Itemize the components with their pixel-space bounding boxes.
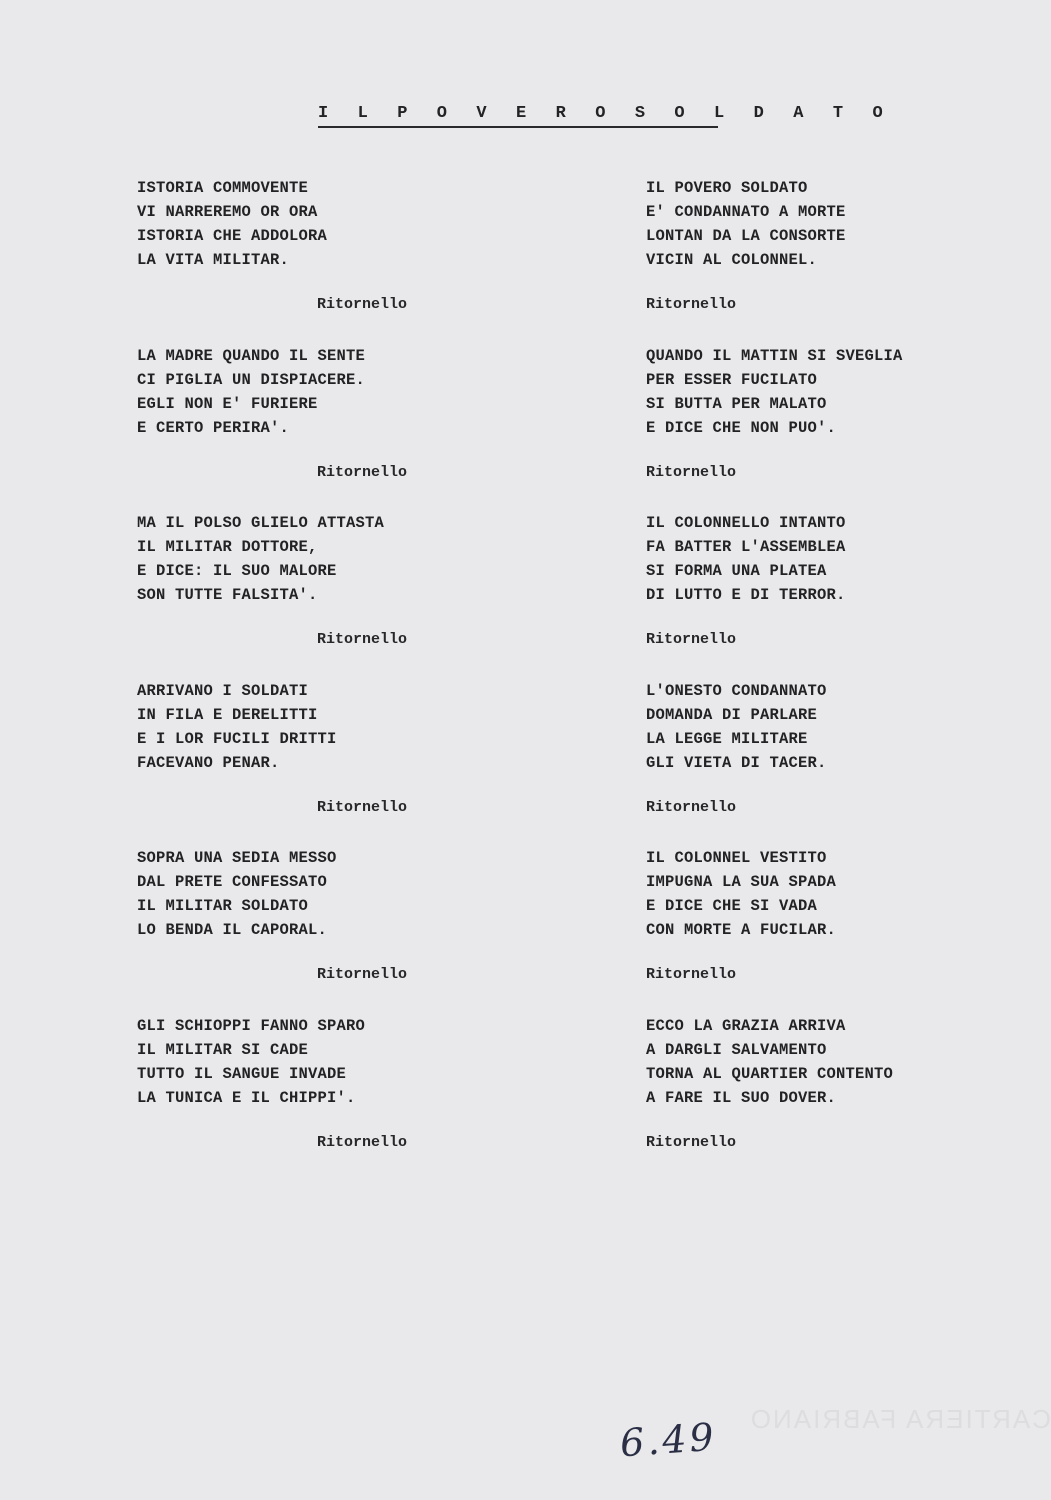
verse-line: QUANDO IL MATTIN SI SVEGLIA [646, 346, 903, 365]
verse-line: DAL PRETE CONFESSATO [137, 873, 328, 891]
verse-line: GLI SCHIOPPI FANNO SPARO [137, 1016, 366, 1035]
refrain-label: Ritornello [317, 463, 408, 481]
verse-line: FACEVANO PENAR. [137, 753, 280, 772]
verse-line: E I LOR FUCILI DRITTI [137, 729, 337, 748]
verse-line: IL MILITAR SOLDATO [137, 897, 309, 915]
verse-line: TUTTO IL SANGUE INVADE [137, 1064, 347, 1083]
refrain-label: Ritornello [646, 296, 737, 313]
verse-line: SOPRA UNA SEDIA MESSO [137, 849, 337, 867]
verse-line: E DICE CHE SI VADA [646, 897, 818, 915]
stanza [646, 176, 903, 344]
stanza [137, 511, 408, 679]
verse-line: ISTORIA CHE ADDOLORA [137, 227, 328, 245]
refrain-label: Ritornello [646, 1133, 737, 1151]
verse-line: LO BENDA IL CAPORAL. [137, 921, 328, 939]
verse-line: VICIN AL COLONNEL. [646, 251, 818, 269]
refrain-label: Ritornello [646, 631, 737, 648]
stanza [646, 1014, 903, 1182]
verse-line: ARRIVANO I SOLDATI [137, 681, 309, 700]
left-column [137, 176, 408, 1181]
refrain-label: Ritornello [646, 798, 737, 816]
stanza [137, 679, 408, 847]
verse-line: VI NARREREMO OR ORA [137, 203, 318, 221]
verse-line: IL MILITAR SI CADE [137, 1040, 309, 1059]
verse-line: IN FILA E DERELITTI [137, 705, 318, 724]
verse-line: IL POVERO SOLDATO [646, 179, 808, 197]
verse-line: MA IL POLSO GLIELO ATTASTA [137, 514, 385, 532]
right-column [646, 176, 903, 1181]
watermark-text: CARTIERA FABRIANO [748, 1404, 1051, 1434]
stanza [137, 176, 408, 344]
verse-line: ISTORIA COMMOVENTE [137, 179, 309, 197]
verse-line: DI LUTTO E DI TERROR. [646, 586, 846, 604]
verse-line: LA TUNICA E IL CHIPPI'. [137, 1088, 356, 1107]
verse-line: CI PIGLIA UN DISPIACERE. [137, 370, 366, 389]
refrain-label: Ritornello [317, 798, 408, 816]
verse-line: PER ESSER FUCILATO [646, 370, 818, 389]
verse-line: SI FORMA UNA PLATEA [646, 562, 827, 580]
refrain-label: Ritornello [317, 1133, 408, 1151]
verse-line: TORNA AL QUARTIER CONTENTO [646, 1064, 894, 1083]
verse-line: IL MILITAR DOTTORE, [137, 538, 318, 556]
verse-line: CON MORTE A FUCILAR. [646, 921, 837, 939]
verse-line: IL COLONNELLO INTANTO [646, 514, 846, 532]
paper-watermark [0, 1404, 1051, 1435]
verse-line: IL COLONNEL VESTITO [646, 849, 827, 867]
verse-line: E' CONDANNATO A MORTE [646, 203, 846, 221]
verse-line: E DICE: IL SUO MALORE [137, 562, 337, 580]
verse-line: ECCO LA GRAZIA ARRIVA [646, 1016, 846, 1035]
verse-line: SON TUTTE FALSITA'. [137, 586, 318, 604]
stanza [137, 846, 408, 1014]
stanza [646, 511, 903, 679]
verse-line: SI BUTTA PER MALATO [646, 394, 827, 413]
handwritten-page-note: 6.49 [618, 1414, 719, 1466]
page-title: I L P O V E R O S O L D A T O [318, 104, 893, 123]
verse-line: LONTAN DA LA CONSORTE [646, 227, 846, 245]
verse-line: L'ONESTO CONDANNATO [646, 681, 827, 700]
verse-line: DOMANDA DI PARLARE [646, 705, 818, 724]
stanza [137, 344, 408, 512]
verse-line: A DARGLI SALVAMENTO [646, 1040, 827, 1059]
refrain-label: Ritornello [317, 631, 408, 648]
verse-line: A FARE IL SUO DOVER. [646, 1088, 837, 1107]
refrain-label: Ritornello [646, 463, 737, 481]
stanza [646, 679, 903, 847]
refrain-label: Ritornello [317, 296, 408, 313]
title-underline [318, 126, 718, 128]
stanza [646, 846, 903, 1014]
refrain-label: Ritornello [317, 966, 408, 983]
verse-line: IMPUGNA LA SUA SPADA [646, 873, 837, 891]
stanza [137, 1014, 408, 1182]
stanza [646, 344, 903, 512]
verse-line: FA BATTER L'ASSEMBLEA [646, 538, 846, 556]
verse-line: E DICE CHE NON PUO'. [646, 418, 837, 437]
verse-line: LA LEGGE MILITARE [646, 729, 808, 748]
verse-line: GLI VIETA DI TACER. [646, 753, 827, 772]
verse-line: EGLI NON E' FURIERE [137, 394, 318, 413]
verse-line: LA VITA MILITAR. [137, 251, 290, 269]
refrain-label: Ritornello [646, 966, 737, 983]
verse-line: E CERTO PERIRA'. [137, 418, 290, 437]
verse-line: LA MADRE QUANDO IL SENTE [137, 346, 366, 365]
